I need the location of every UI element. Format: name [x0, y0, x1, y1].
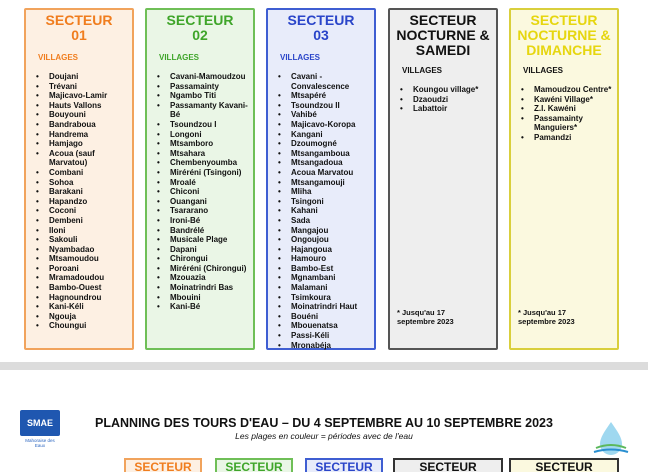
- sector-02-card: [145, 8, 255, 350]
- village-item: • Hamouro: [278, 254, 374, 264]
- village-item: • Passamainty Manguiers*: [521, 114, 617, 133]
- footnote: * Jusqu'au 17 septembre 2023: [397, 308, 454, 326]
- village-item: • Mbouenatsa: [278, 321, 374, 331]
- village-item: • Nyambadao: [36, 245, 132, 255]
- village-item: • Cavani - Convalescence: [278, 72, 374, 91]
- village-item: • Mtsapéré: [278, 91, 374, 101]
- water-drop-icon: [588, 416, 634, 458]
- village-item: • Bouyouni: [36, 110, 132, 120]
- village-item: • Acoua (sauf Marvatou): [36, 149, 132, 168]
- village-item: • Moinatrindri Haut: [278, 302, 374, 312]
- planning-subheadline: Les plages en couleur = périodes avec de l'eau: [235, 431, 413, 441]
- village-item: • Mtsamoudou: [36, 254, 132, 264]
- sector-03-card: [266, 8, 376, 350]
- village-item: • Labattoir: [400, 104, 496, 114]
- village-item: • Musicale Plage: [157, 235, 253, 245]
- village-item: • Sada: [278, 216, 374, 226]
- village-item: • Doujani: [36, 72, 132, 82]
- village-item: • Bandraboua: [36, 120, 132, 130]
- eaux-de-mayotte-logo: [588, 416, 634, 458]
- village-item: • Majicavo-Lamir: [36, 91, 132, 101]
- village-item: • Tsararano: [157, 206, 253, 216]
- village-item: • Z.I. Kawéni: [521, 104, 617, 114]
- village-item: • Pamandzi: [521, 133, 617, 143]
- village-item: • Hapandzo: [36, 197, 132, 207]
- village-item: • Hamjago: [36, 139, 132, 149]
- village-item: • Bambo-Est: [278, 264, 374, 274]
- sector-nocturne-dimanche-card: [509, 8, 619, 350]
- village-item: • Ongoujou: [278, 235, 374, 245]
- village-item: • Longoni: [157, 130, 253, 140]
- village-item: • Vahibé: [278, 110, 374, 120]
- village-item: • Chirongui: [157, 254, 253, 264]
- village-item: • Passi-Kéli: [278, 331, 374, 341]
- sector-01-card: [24, 8, 134, 350]
- village-item: • Combani: [36, 168, 132, 178]
- village-item: • Mbouini: [157, 293, 253, 303]
- footnote: * Jusqu'au 17 septembre 2023: [518, 308, 575, 326]
- village-item: • Tsoundzou II: [278, 101, 374, 111]
- sector-title: SECTEUR NOCTURNE & DIMANCHE: [517, 12, 611, 58]
- village-item: • Malamani: [278, 283, 374, 293]
- village-item: • Mangajou: [278, 226, 374, 236]
- village-item: • Mronabéja: [278, 341, 374, 351]
- village-item: • Handrema: [36, 130, 132, 140]
- village-item: • Mtsahara: [157, 149, 253, 159]
- smae-logo-mark: SMAE: [20, 410, 60, 436]
- village-item: • Hagnoundrou: [36, 293, 132, 303]
- village-item: • Kangani: [278, 130, 374, 140]
- village-item: • Bambo-Ouest: [36, 283, 132, 293]
- village-item: • Ngouja: [36, 312, 132, 322]
- sector-title: SECTEUR NOCTURNE & SAMEDI: [396, 12, 490, 58]
- village-item: • Mramadoudou: [36, 273, 132, 283]
- village-item: • Miréréni (Chirongui): [157, 264, 253, 274]
- mini-sector-header-5: SECTEUR: [509, 458, 619, 472]
- village-item: • Mtsangamouji: [278, 178, 374, 188]
- sector-nocturne-samedi-card: [388, 8, 498, 350]
- sector-title: SECTEUR 02: [166, 12, 234, 43]
- sector-title: SECTEUR 01: [45, 12, 113, 43]
- village-item: • Tsingoni: [278, 197, 374, 207]
- villages-label: VILLAGES: [523, 66, 564, 75]
- village-item: • Majicavo-Koropa: [278, 120, 374, 130]
- village-item: • Bandrélé: [157, 226, 253, 236]
- village-item: • Mtsamboro: [157, 139, 253, 149]
- village-item: • Koungou village*: [400, 85, 496, 95]
- mini-sector-header-4: SECTEUR: [393, 458, 503, 472]
- village-item: • Tsimkoura: [278, 293, 374, 303]
- villages-label: VILLAGES: [280, 53, 321, 62]
- village-item: • Chembenyoumba: [157, 158, 253, 168]
- village-item: • Barakani: [36, 187, 132, 197]
- village-item: • Dzoumogné: [278, 139, 374, 149]
- village-list: [511, 85, 617, 143]
- village-item: • Chiconi: [157, 187, 253, 197]
- village-item: • Mzouazia: [157, 273, 253, 283]
- village-item: • Dembeni: [36, 216, 132, 226]
- village-list: [26, 72, 132, 331]
- villages-label: VILLAGES: [159, 53, 200, 62]
- mini-sector-header-1: SECTEUR: [124, 458, 202, 472]
- planning-headline: PLANNING DES TOURS D'EAU – DU 4 SEPTEMBRE AU 10 SEPTEMBRE 2023: [95, 416, 553, 430]
- village-item: • Coconi: [36, 206, 132, 216]
- sector-title: SECTEUR 03: [287, 12, 355, 43]
- village-item: • Sakouli: [36, 235, 132, 245]
- mini-sector-header-3: SECTEUR: [305, 458, 383, 472]
- village-item: • Mtsangadoua: [278, 158, 374, 168]
- village-item: • Ouangani: [157, 197, 253, 207]
- village-list: [268, 72, 374, 350]
- village-item: • Kani-Bé: [157, 302, 253, 312]
- village-item: • Dzaoudzi: [400, 95, 496, 105]
- village-item: • Iloni: [36, 226, 132, 236]
- village-item: • Poroani: [36, 264, 132, 274]
- village-item: • Cavani-Mamoudzou: [157, 72, 253, 82]
- villages-label: VILLAGES: [402, 66, 443, 75]
- village-item: • Choungui: [36, 321, 132, 331]
- village-item: • Mamoudzou Centre*: [521, 85, 617, 95]
- page-divider: [0, 362, 648, 370]
- village-item: • Kawéni Village*: [521, 95, 617, 105]
- village-item: • Ironi-Bé: [157, 216, 253, 226]
- village-item: • Bouéni: [278, 312, 374, 322]
- mini-sector-header-2: SECTEUR: [215, 458, 293, 472]
- village-item: • Miréréni (Tsingoni): [157, 168, 253, 178]
- village-item: • Mroalé: [157, 178, 253, 188]
- village-item: • Kahani: [278, 206, 374, 216]
- village-item: • Mliha: [278, 187, 374, 197]
- village-item: • Acoua Marvatou: [278, 168, 374, 178]
- village-item: • Hajangoua: [278, 245, 374, 255]
- village-item: • Tsoundzou I: [157, 120, 253, 130]
- village-item: • Ngambo Titi: [157, 91, 253, 101]
- village-item: • Dapani: [157, 245, 253, 255]
- village-item: • Moinatrindri Bas: [157, 283, 253, 293]
- village-item: • Passamainty: [157, 82, 253, 92]
- village-list: [147, 72, 253, 312]
- village-item: • Hauts Vallons: [36, 101, 132, 111]
- villages-label: VILLAGES: [38, 53, 79, 62]
- village-item: • Mgnambani: [278, 273, 374, 283]
- village-list: [390, 85, 496, 114]
- village-item: • Trévani: [36, 82, 132, 92]
- smae-logo-subtitle: Mahoraise des Eaux: [25, 438, 55, 448]
- village-item: • Mtsangamboua: [278, 149, 374, 159]
- village-item: • Kani-Kéli: [36, 302, 132, 312]
- village-item: • Passamanty Kavani-Bé: [157, 101, 253, 120]
- village-item: • Sohoa: [36, 178, 132, 188]
